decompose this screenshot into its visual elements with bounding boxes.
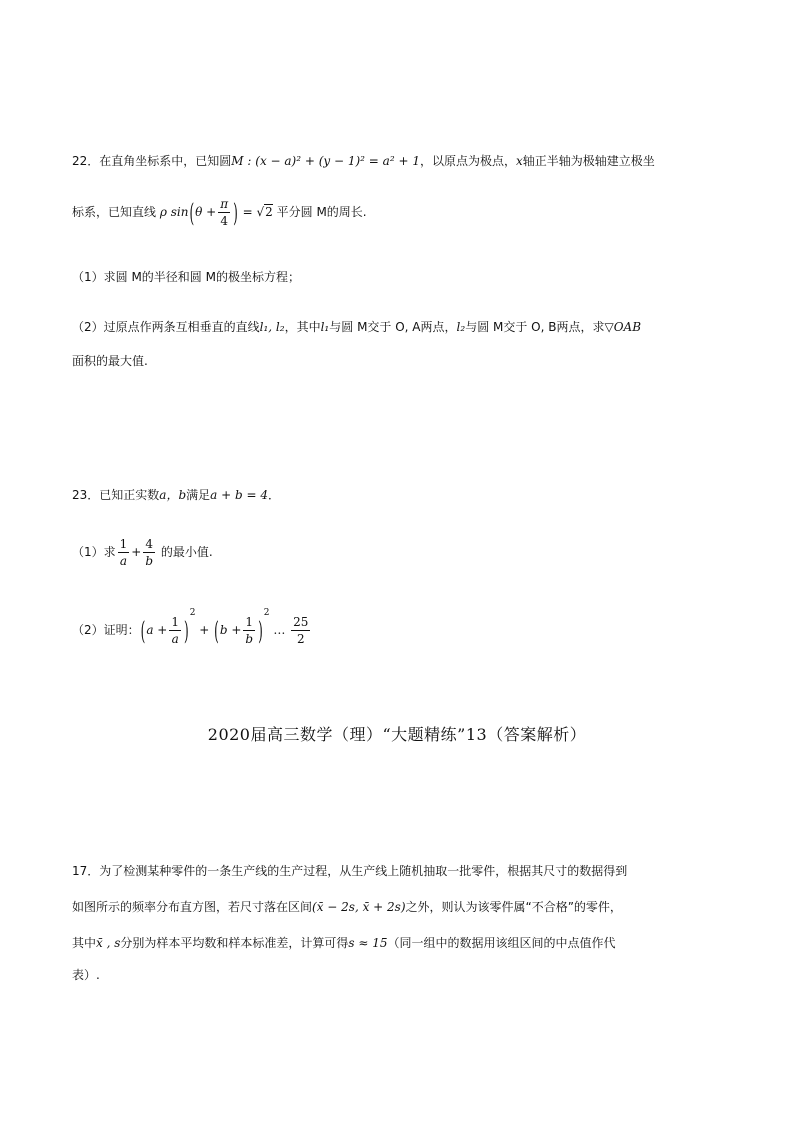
one-over-a: [118, 536, 130, 569]
q17-line3: [72, 934, 616, 952]
q22-after-eq: ，以原点为极点，: [419, 154, 516, 168]
q17-line2-a: 如图所示的频率分布直方图，若尺寸落在区间: [72, 900, 313, 914]
q22-part1: （1）求圆 M的半径和圆 M的极坐标方程；: [72, 270, 300, 284]
plus: +: [131, 545, 142, 559]
four: 4: [220, 214, 228, 228]
q23-part2: [72, 608, 312, 647]
denominator-a: a: [171, 632, 179, 646]
q22-line2-a: 标系，已知直线: [72, 205, 157, 219]
q22-line1: [72, 152, 655, 170]
equals: =: [242, 205, 253, 219]
denominator-b: b: [145, 554, 154, 568]
q23-p1-b: 的最小值.: [160, 545, 213, 559]
q17-line4: 表）.: [72, 968, 100, 982]
one-over-a: [169, 614, 181, 647]
q22-circle-eq: M : (x − a)² + (y − 1)² = a² + 1: [231, 154, 420, 168]
a-plus: a +: [146, 623, 168, 637]
q17-interval: (x̄ − 2s, x̄ + 2s): [312, 900, 406, 914]
q23-number: 23．: [72, 488, 100, 502]
denominator-b: b: [245, 632, 254, 646]
denominator-2: 2: [296, 632, 305, 646]
right-paren: ): [258, 615, 263, 646]
q22-part2: [72, 318, 641, 336]
q22-x: x: [515, 154, 523, 168]
q22-part2-c: 与圆 M交于 O, A两点，: [329, 320, 457, 334]
q23-satisfy: 满足: [186, 488, 211, 502]
numerator-1: 1: [119, 537, 128, 551]
answer-section-heading: 2020届高三数学（理）“大题精练”13（答案解析）: [207, 725, 587, 744]
numerator-1: 1: [243, 614, 255, 631]
q23-part1: [72, 536, 213, 569]
q22-part2-end: 面积的最大值.: [72, 354, 148, 368]
q17-s-approx: s ≈ 15: [348, 936, 388, 950]
four-over-b: [143, 536, 155, 569]
pi: π: [220, 197, 229, 211]
right-paren: ): [233, 197, 238, 228]
q17-line1: 17．为了检测某种零件的一条生产线的生产过程，从生产线上随机抽取一批零件，根据其尺寸的数据得到: [72, 864, 628, 878]
q23-ab: a，b: [159, 488, 187, 502]
q17-line3-c: （同一组中的数据用该组区间的中点值作代: [387, 936, 616, 950]
numerator-25: 25: [293, 615, 309, 629]
twentyfive-over-two: [291, 614, 310, 647]
q22-number: 22．: [72, 154, 100, 168]
q22-tail1: 轴正半轴为极轴建立极坐: [522, 154, 655, 168]
q22-rho-sin: ρ sin: [159, 205, 189, 219]
l1-l2: l₁, l₂: [259, 320, 285, 334]
numerator-4: 4: [143, 536, 155, 553]
q23-p1-a: （1）求: [72, 545, 116, 559]
q17-line2-b: 之外，则认为该零件属“不合格”的零件，: [405, 900, 622, 914]
numerator-1: 1: [171, 615, 179, 629]
denominator-a: a: [119, 554, 128, 568]
q17-line2: [72, 898, 622, 916]
b-plus: b +: [219, 623, 242, 637]
q22-line2-b: 平分圆 M的周长.: [276, 205, 367, 219]
q23-end: ．: [268, 488, 281, 502]
radicand: 2: [265, 205, 273, 219]
q22-part2-b: ，其中: [284, 320, 321, 334]
pi-over-4: [218, 196, 230, 229]
q23-p2-a: （2）证明：: [72, 623, 140, 637]
one-over-b: [243, 614, 255, 647]
left-paren: (: [140, 615, 146, 646]
geq-symbol: …: [273, 623, 286, 637]
q22-intro: 在直角坐标系中，已知圆: [99, 154, 232, 168]
q17-line3-b: 分别为样本平均数和样本标准差，计算可得: [120, 936, 349, 950]
left-paren: (: [189, 197, 195, 228]
q23-line1: [72, 486, 280, 504]
q22-part2-a: （2）过原点作两条互相垂直的直线: [72, 320, 260, 334]
plus: +: [199, 623, 210, 637]
q22-theta: θ +: [195, 205, 217, 219]
q23-eq: a + b = 4: [210, 488, 268, 502]
square: 2: [189, 608, 196, 618]
right-paren: ): [184, 615, 189, 646]
triangle-oab: ▽OAB: [604, 320, 642, 334]
q22-line2: [72, 196, 367, 229]
square: 2: [263, 608, 270, 618]
q17-line3-a: 其中: [72, 936, 97, 950]
q17-xs: x̄ , s: [96, 936, 121, 950]
q23-intro: 已知正实数: [99, 488, 160, 502]
l1: l₁: [320, 320, 330, 334]
q22-part2-d: 与圆 M交于 O, B两点，求: [465, 320, 605, 334]
l2: l₂: [456, 320, 466, 334]
sqrt-2: √2: [256, 205, 273, 219]
left-paren: (: [214, 615, 219, 646]
